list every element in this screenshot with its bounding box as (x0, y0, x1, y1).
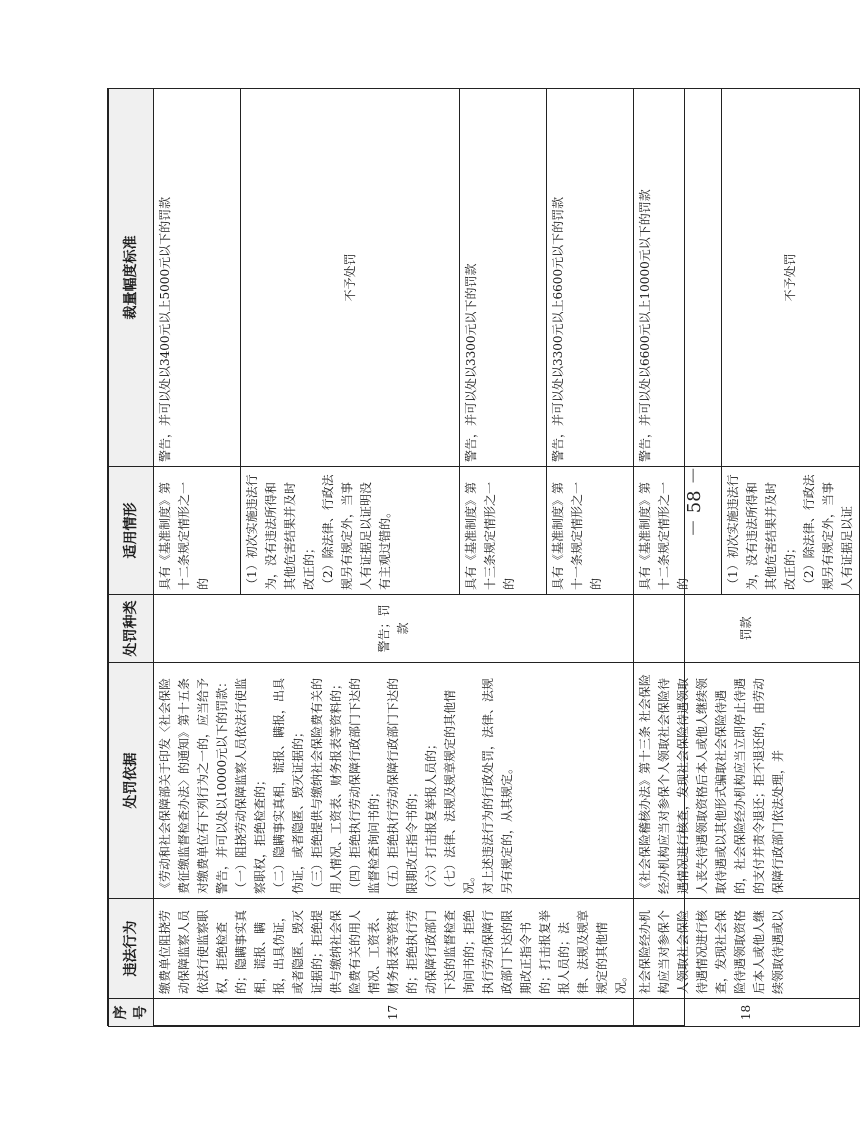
row17-standard-4: 警告，并可以处以3300元以上6600元以下的罚款 (547, 89, 634, 467)
row17-basis-p5: （五）拒绝执行劳动保障行政部门下达的限期改正指令书的； (386, 677, 419, 894)
page-number: － 58 － (684, 466, 705, 537)
table-row (634, 89, 722, 1027)
table-row (154, 89, 241, 1027)
row17-basis-p0: 《劳动和社会保障部关于印发〈社会保险费征缴监督检查办法〉的通知》第十五条对缴费单位有下列行为之一的，应当给予警告，并可以处以10000元以下的罚款： (158, 675, 229, 894)
row17-basis-p6: （六）打击报复举报人员的； (424, 737, 438, 894)
row17-situation-4: 具有《基准制度》第十一条规定情形之一的 (547, 467, 634, 595)
penalty-standard-table (108, 88, 860, 1027)
row17-basis (154, 663, 634, 899)
row17-penalty-type: 警告；罚款 (154, 595, 634, 663)
header-penalty-type: 处罚种类 (109, 595, 154, 663)
row17-basis-p8: 对上述违法行为的行政处罚，法律、法规另有规定的，从其规定。 (481, 677, 514, 894)
row17-standard-2: 不予处罚 (240, 89, 460, 467)
row17-standard-3: 警告，并可以处以3300元以下的罚款 (460, 89, 547, 467)
row17-basis-p3: （三）拒绝提供与缴纳社会保险费有关的用人情况、工资表、财务报表等资料的； (310, 677, 343, 894)
header-situation: 适用情形 (109, 467, 154, 595)
header-violation: 违法行为 (109, 899, 154, 999)
row18-seq: 18 (634, 999, 860, 1027)
row18-standard-1: 警告，并可以处以6600元以上10000元以下的罚款 (634, 89, 722, 467)
row18-situation-2: （1）初次实施违法行为，没有违法所得和其他危害结果并及时改正的； （2）除法律、行政法规另有规定外，当事人有证据足以证 (722, 467, 860, 595)
header-row (109, 89, 154, 1027)
row17-situation-1: 具有《基准制度》第十二条规定情形之一的 (154, 467, 241, 595)
row18-penalty-type: 罚款 (634, 595, 860, 663)
row17-situation-2: （1）初次实施违法行为，没有违法所得和其他危害结果并及时改正的； （2）除法律、行政法规另有规定外，当事人有证据足以证明没有主观过错的。 (240, 467, 460, 595)
row17-basis-p4: （四）拒绝执行劳动保障行政部门下达的监督检查询问书的； (348, 677, 381, 894)
row18-basis: 《社会保险稽核办法》第十三条 社会保险经办机构应当对参保个人领取社会保险待遇情况进行核查，发现社会保险待遇领取人丧失待遇领取资格后本人或他人继续领取待遇或以其他形式骗取社会保险待遇的，社会保险经办机构应当立即停止待遇的支付并责令退还；拒不退还的，由劳动保障行政部门依法处理，并 (634, 663, 860, 899)
row17-situation-3: 具有《基准制度》第十三条规定情形之一的 (460, 467, 547, 595)
row18-situation-1: 具有《基准制度》第十二条规定情形之一的 (634, 467, 722, 595)
header-seq: 序号 (109, 999, 154, 1027)
header-standard: 裁量幅度标准 (109, 89, 154, 467)
row18-violation: 社会保险经办机构应当对参保个人领取社会保险待遇情况进行核查，发现社会保险待遇领取资格后本人或他人继续领取待遇或以 (634, 899, 860, 999)
row17-seq: 17 (154, 999, 634, 1027)
row17-basis-p1: （一）阻挠劳动保障监察人员依法行使监察职权，拒绝检查的； (234, 677, 267, 894)
row18-standard-2: 不予处罚 (722, 89, 860, 467)
row17-standard-1: 警告，并可以处以3400元以上5000元以下的罚款 (154, 89, 241, 467)
header-basis: 处罚依据 (109, 663, 154, 899)
row17-basis-p7: （七）法律、法规及规章规定的其他情况。 (443, 689, 476, 894)
row17-violation: 缴费单位阻挠劳动保障监察人员依法行使监察职权，拒绝检查的；隐瞒事实真相，谎报、瞒报，出具伪证，或者隐匿、毁灭证据的；拒绝提供与缴纳社会保险费有关的用人情况、工资表、财务报表等资料的；拒绝执行劳动保障行政部门下达的监督检查询问书的；拒绝执行劳动保障行政部门下达的限期改正指令书的；打击报复举报人员的；法律、法规及规章规定的其他情况。 (154, 899, 634, 999)
row17-basis-p2: （二）隐瞒事实真相，谎报、瞒报，出具伪证，或者隐匿、毁灭证据的； (272, 677, 305, 894)
